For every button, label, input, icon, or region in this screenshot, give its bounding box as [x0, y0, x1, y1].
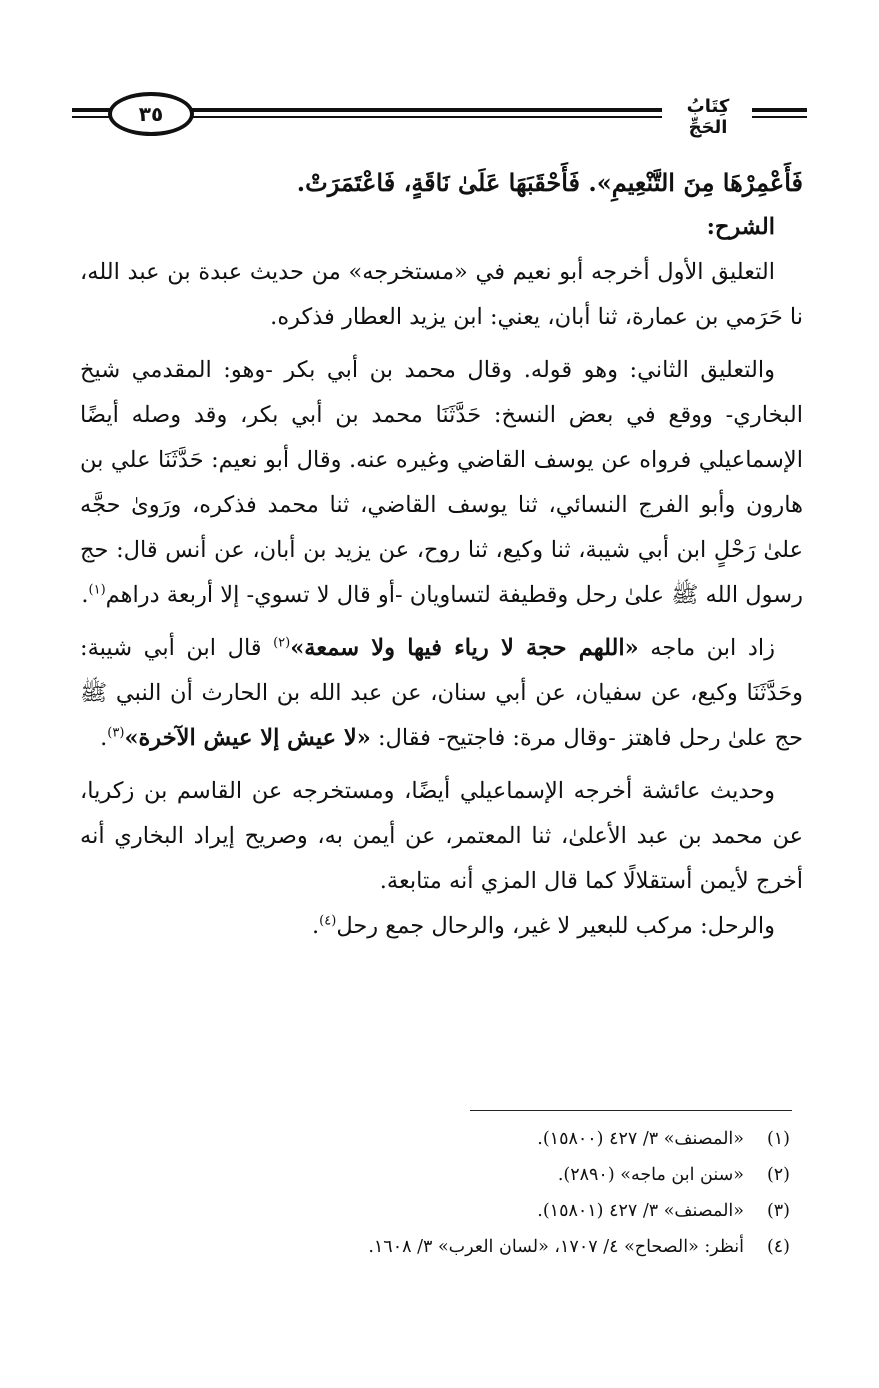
footnote-ref-3: (٣) [107, 725, 125, 741]
footnote-3 [160, 1193, 790, 1229]
akhira-quote: «لا عيش إلا عيش الآخرة» [124, 725, 371, 751]
footnote-separator [470, 1110, 792, 1111]
main-text [80, 160, 803, 949]
footnotes [160, 1121, 790, 1265]
paragraph-5 [80, 904, 803, 949]
footnote-number: (٣) [766, 1201, 790, 1221]
footnote-text: «المصنف» ٣/ ٤٢٧ (١٥٨٠١). [537, 1201, 744, 1221]
header-rule-right [752, 108, 807, 119]
footnote-ref-1: (١) [88, 582, 106, 598]
paragraph-4: وحديث عائشة أخرجه الإسماعيلي أيضًا، ومستخرجه عن القاسم بن زكريا، عن محمد بن عبد الأعلىٰ، ثنا المعتمر، عن أيمن به، وصريح إيراد البخاري أنه أخرج لأيمن أستقلالًا كما قال المزي أنه متابعة. [80, 778, 803, 894]
footnote-number: (٤) [766, 1237, 790, 1257]
running-header [72, 88, 807, 152]
paragraph-2 [80, 348, 803, 618]
footnote-text: أنظر: «الصحاح» ٤/ ١٧٠٧، «لسان العرب» ٣/ ١٦٠٨. [368, 1237, 744, 1257]
paragraph-3 [80, 626, 803, 761]
paragraph-5-text: والرحل: مركب للبعير لا غير، والرحال جمع رحل [336, 913, 775, 939]
paragraph-1: التعليق الأول أخرجه أبو نعيم في «مستخرجه» من حديث عبدة بن عبد الله، نا حَرَمي بن عمارة، ثنا أبان، يعني: ابن يزيد العطار فذكره. [80, 259, 803, 330]
paragraph-3-start: زاد ابن ماجه [638, 635, 775, 661]
ibn-majah-quote: «اللهم حجة لا رياء فيها ولا سمعة» [290, 635, 639, 661]
paragraph-2-text: والتعليق الثاني: وهو قوله. وقال محمد بن أبي بكر -وهو: المقدمي شيخ البخاري- ووقع في بعض النسخ: حَدَّثَنَا محمد بن أبي بكر، وقد وصله أيضًا الإسماعيلي فرواه عن يوسف القاضي وغيره عنه. وقال أبو نعيم: حَدَّثَنَا علي بن هارون وأبو الفرج النسائي، ثنا يوسف القاضي، ثنا محمد فذكره، ورَوىٰ حجَّه علىٰ رَحْلٍ ابن أبي شيبة، ثنا وكيع، ثنا روح، عن يزيد بن أبان، عن أنس قال: حج رسول الله ﷺ علىٰ رحل وقطيفة لتساويان -أو قال لا تسوي- إلا أربعة دراهم [80, 357, 803, 608]
header-rule-left [72, 108, 112, 119]
footnote-1 [160, 1121, 790, 1157]
paragraph-3-end: . [100, 725, 108, 751]
paragraph-2-end: . [81, 582, 89, 608]
footnote-ref-4: (٤) [319, 913, 337, 929]
footnote-ref-2: (٢) [273, 635, 291, 651]
sharh-heading: الشرح: [706, 214, 775, 240]
footnote-text: «المصنف» ٣/ ٤٢٧ (١٥٨٠٠). [537, 1129, 744, 1149]
hadith-closing-line: فَأَعْمِرْهَا مِنَ التَّنْعِيمِ». فَأَحْقَبَهَا عَلَىٰ نَاقَةٍ، فَاعْتَمَرَتْ. [296, 168, 803, 197]
book-title: كِتَابُ الحَجِّ [686, 96, 730, 138]
paragraph-3-middle: قال ابن أبي شيبة: وحَدَّثَنَا وكيع، عن سفيان، عن أبي سنان، عن عبد الله بن الحارث أن النبي ﷺ حج علىٰ رحل فاهتز -وقال مرة: فاجتيح- فقال: [80, 635, 803, 751]
footnote-number: (٢) [766, 1165, 790, 1185]
header-rule-middle [192, 108, 662, 119]
footnote-2 [160, 1157, 790, 1193]
footnote-4 [160, 1229, 790, 1265]
paragraph-5-end: . [312, 913, 320, 939]
page-number: ٣٥ [108, 92, 194, 136]
footnote-number: (١) [766, 1129, 790, 1149]
footnote-text: «سنن ابن ماجه» (٢٨٩٠). [557, 1165, 744, 1185]
